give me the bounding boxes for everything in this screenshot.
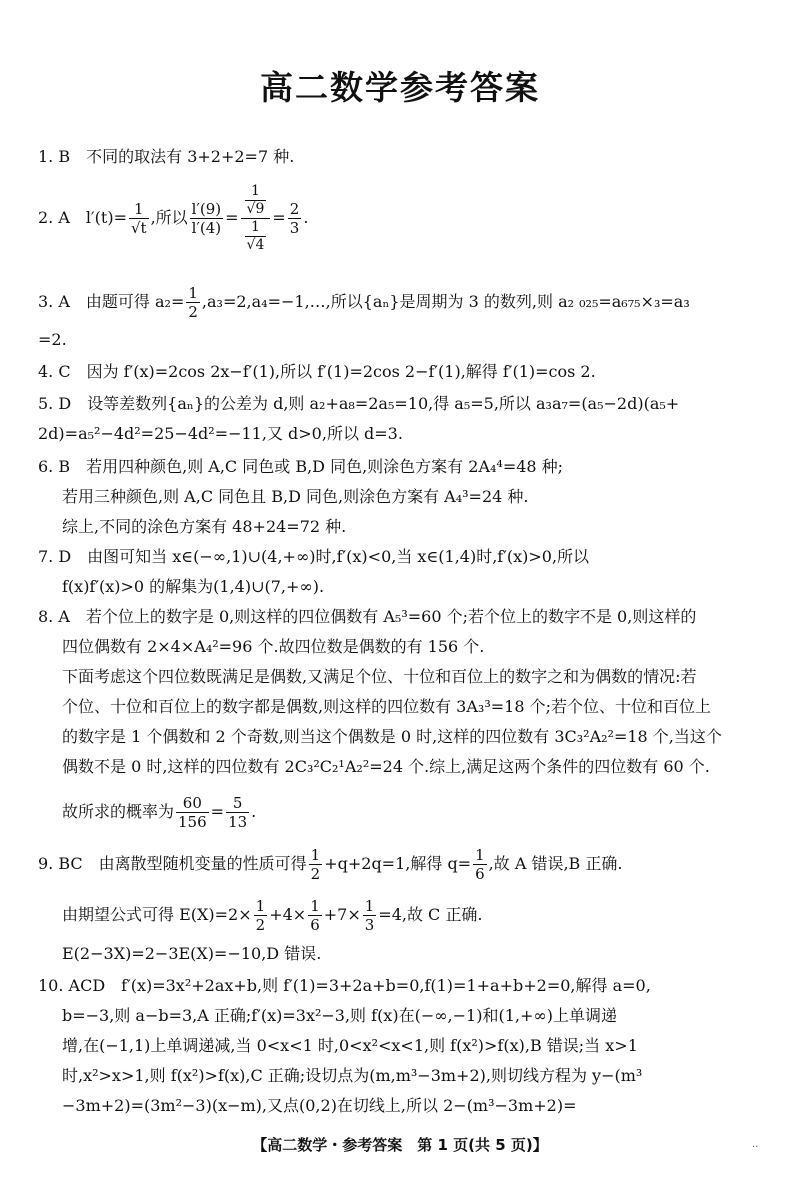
answer-6-line-3: 综上,不同的涂色方案有 48+24=72 种. bbox=[62, 517, 347, 536]
fraction-1-over-sqrt-t bbox=[129, 200, 149, 237]
answer-2-suffix: . bbox=[303, 208, 309, 227]
fraction-numerator: 1 bbox=[310, 896, 320, 915]
answer-3-line-1 bbox=[38, 280, 768, 324]
fraction-denominator: 6 bbox=[310, 915, 320, 934]
fraction-1-over-2 bbox=[309, 846, 323, 883]
answer-8-line-6: 偶数不是 0 时,这样的四位数有 2C₃²C₂¹A₂²=24 个.综上,满足这两个条件的四位数有 60 个. bbox=[62, 757, 710, 776]
fraction-numerator: 1 bbox=[364, 896, 375, 915]
fraction-denominator: 2 bbox=[188, 302, 198, 321]
corner-mark: ·· bbox=[752, 1142, 759, 1153]
answer-8-line-1: 8. A 若个位上的数字是 0,则这样的四位偶数有 A₅³=60 个;若个位上的数字不是 0,则这样的 bbox=[38, 607, 697, 626]
fraction-denominator: 2 bbox=[310, 864, 321, 883]
answer-10-line-1: 10. ACD f′(x)=3x²+2ax+b,则 f′(1)=3+2a+b=0,f(1)=1+a+b+2=0,解得 a=0, bbox=[38, 976, 651, 995]
fraction-numerator: 1 bbox=[310, 845, 321, 864]
answer-7-line-2: f(x)f′(x)>0 的解集为(1,4)∪(7,+∞). bbox=[62, 577, 325, 596]
fraction-1-over-3 bbox=[363, 897, 377, 934]
fraction-1-over-6 bbox=[308, 897, 322, 934]
fraction-numerator: 1 bbox=[245, 183, 267, 201]
answer-5-line-1: 5. D 设等差数列{aₙ}的公差为 d,则 a₂+a₈=2a₅=10,得 a₅=5,所以 a₃a₇=(a₅−2d)(a₅+ bbox=[38, 394, 680, 413]
answer-7-line-1: 7. D 由图可知当 x∈(−∞,1)∪(4,+∞)时,f′(x)<0,当 x∈(1,4)时,f′(x)>0,所以 bbox=[38, 547, 590, 566]
answer-9-line-1 bbox=[38, 842, 768, 886]
answer-9-suffix: ,故 A 错误,B 正确. bbox=[488, 854, 623, 873]
fraction-numerator: 1 bbox=[188, 283, 198, 302]
fraction-1-over-sqrt-4 bbox=[245, 219, 267, 254]
compound-fraction bbox=[241, 183, 271, 254]
probability-prefix: 故所求的概率为 bbox=[62, 802, 175, 821]
expectation-prefix: 由期望公式可得 E(X)=2× bbox=[62, 905, 252, 924]
answer-3-suffix: ,a₃=2,a₄=−1,…,所以{aₙ}是周期为 3 的数列,则 a₂ ₀₂₅=a₆₇₅×₃=a₃ bbox=[201, 292, 690, 311]
compound-numerator bbox=[241, 183, 271, 219]
fraction-numerator: 1 bbox=[129, 200, 149, 219]
answer-8-line-2: 四位偶数有 2×4×A₄²=96 个.故四位数是偶数的有 156 个. bbox=[62, 637, 485, 656]
fraction-numerator: 5 bbox=[226, 794, 249, 813]
page-footer: 【高二数学・参考答案 第 1 页(共 5 页)】 bbox=[252, 1136, 548, 1154]
answer-9-expectation bbox=[62, 893, 768, 937]
answer-2-mid: ,所以 bbox=[150, 208, 188, 227]
fraction-1-over-sqrt-9 bbox=[245, 183, 267, 218]
answer-10-line-5: −3m+2)=(3m²−3)(x−m),又点(0,2)在切线上,所以 2−(m³−3m+2)= bbox=[62, 1096, 577, 1115]
fraction-1-over-2 bbox=[186, 284, 200, 321]
answer-3-line-2: =2. bbox=[38, 330, 67, 349]
fraction-denominator: 3 bbox=[364, 915, 375, 934]
answer-4: 4. C 因为 f′(x)=2cos 2x−f′(1),所以 f′(1)=2cos 2−f′(1),解得 f′(1)=cos 2. bbox=[38, 362, 596, 381]
equals-sign: = bbox=[225, 208, 239, 227]
expectation-suffix: =4,故 C 正确. bbox=[378, 905, 483, 924]
fraction-l9-over-l4 bbox=[190, 200, 223, 237]
fraction-2-over-3 bbox=[288, 200, 302, 237]
fraction-denominator: 13 bbox=[228, 812, 248, 831]
fraction-denominator: 156 bbox=[178, 812, 207, 831]
expectation-mid-1: +4× bbox=[269, 905, 307, 924]
fraction-denominator: √4 bbox=[246, 236, 265, 253]
equals-sign: = bbox=[210, 802, 225, 821]
answer-2-prefix: 2. A l′(t)= bbox=[38, 208, 127, 227]
probability-suffix: . bbox=[251, 802, 257, 821]
answer-5-line-2: 2d)=a₅²−4d²=25−4d²=−11,又 d>0,所以 d=3. bbox=[38, 424, 403, 443]
answer-6-line-1: 6. B 若用四种颜色,则 A,C 同色或 B,D 同色,则涂色方案有 2A₄⁴=48 种; bbox=[38, 457, 564, 476]
fraction-1-over-6 bbox=[473, 846, 487, 883]
fraction-numerator: 1 bbox=[255, 896, 266, 915]
answer-9-prefix: 9. BC 由离散型随机变量的性质可得 bbox=[38, 854, 307, 873]
answer-10-line-3: 增,在(−1,1)上单调递减,当 0<x<1 时,0<x²<x<1,则 f(x²)>f(x),B 错误;当 x>1 bbox=[62, 1036, 638, 1055]
fraction-1-over-2 bbox=[254, 897, 268, 934]
fraction-5-over-13 bbox=[226, 794, 249, 831]
fraction-denominator: √9 bbox=[246, 200, 265, 217]
answer-8-line-3: 下面考虑这个四位数既满足是偶数,又满足个位、十位和百位上的数字之和为偶数的情况:若 bbox=[62, 667, 697, 686]
answer-10-line-4: 时,x²>x>1,则 f(x²)>f(x),C 正确;设切点为(m,m³−3m+2),则切线方程为 y−(m³ bbox=[62, 1066, 643, 1085]
fraction-numerator: 1 bbox=[475, 845, 485, 864]
answer-6-line-2: 若用三种颜色,则 A,C 同色且 B,D 同色,则涂色方案有 A₄³=24 种. bbox=[62, 487, 529, 506]
expectation-mid-2: +7× bbox=[323, 905, 361, 924]
fraction-denominator: 3 bbox=[289, 218, 300, 237]
answer-9-mid: +q+2q=1,解得 q= bbox=[324, 854, 472, 873]
answer-1: 1. B 不同的取法有 3+2+2=7 种. bbox=[38, 147, 295, 166]
answer-10-line-2: b=−3,则 a−b=3,A 正确;f′(x)=3x²−3,则 f(x)在(−∞,−1)和(1,+∞)上单调递 bbox=[62, 1006, 617, 1025]
answer-8-probability bbox=[62, 790, 768, 834]
page-title: 高二数学参考答案 bbox=[260, 68, 540, 107]
answer-2 bbox=[38, 168, 768, 268]
answer-3-prefix: 3. A 由题可得 a₂= bbox=[38, 292, 185, 311]
fraction-denominator: 2 bbox=[255, 915, 266, 934]
equals-sign: = bbox=[272, 208, 286, 227]
fraction-numerator: 1 bbox=[245, 219, 267, 237]
fraction-numerator: 60 bbox=[176, 794, 209, 813]
fraction-numerator: 2 bbox=[289, 199, 300, 218]
fraction-60-over-156 bbox=[176, 794, 209, 831]
fraction-denominator: √t bbox=[130, 218, 147, 237]
answer-8-line-4: 个位、十位和百位上的数字都是偶数,则这样的四位数有 3A₃³=18 个;若个位、十位和百位上 bbox=[62, 697, 711, 716]
answer-8-line-5: 的数字是 1 个偶数和 2 个奇数,则当这个偶数是 0 时,这样的四位数有 3C₃²A₂²=18 个,当这个 bbox=[62, 727, 722, 746]
fraction-denominator: 6 bbox=[475, 864, 485, 883]
answer-9-line-3: E(2−3X)=2−3E(X)=−10,D 错误. bbox=[62, 944, 322, 963]
fraction-denominator: l′(4) bbox=[191, 218, 222, 237]
fraction-numerator: l′(9) bbox=[191, 199, 222, 218]
compound-denominator bbox=[241, 219, 271, 254]
